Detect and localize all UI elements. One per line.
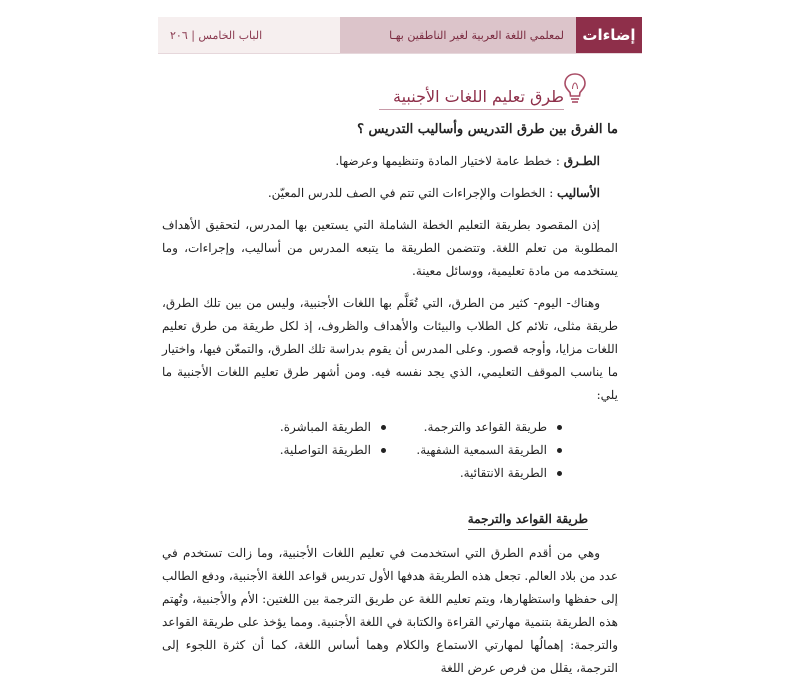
definition-text: الخطوات والإجراءات التي تتم في الصف للدرس المعيّن. bbox=[267, 186, 546, 200]
header-chapter-page: الباب الخامس | ٢٠٦ bbox=[158, 17, 340, 53]
page-header bbox=[158, 17, 642, 53]
subsection-title: طريقة القواعد والترجمة bbox=[468, 509, 588, 530]
list-item-label: الطريقة التواصلية. bbox=[279, 443, 371, 457]
definition-techniques bbox=[162, 182, 600, 205]
section-title: طرق تعليم اللغات الأجنبية bbox=[379, 87, 564, 110]
question-heading: ما الفرق بين طرق التدريس وأساليب التدريس ؟ bbox=[357, 122, 618, 137]
header-book-title: لمعلمي اللغة العربية لغير الناطقين بهـا bbox=[340, 17, 576, 53]
list-item bbox=[236, 439, 386, 462]
definition-text: خطط عامة لاختيار المادة وتنظيمها وعرضها. bbox=[335, 154, 553, 168]
definition-term: الطـرق bbox=[563, 154, 600, 168]
bullet-icon bbox=[381, 425, 386, 430]
paragraph: إذن المقصود بطريقة التعليم الخطة الشاملة التي يستعين بها المدرس، لتحقيق الأهداف المطلوبة من تعلم اللغة. وتتضمن الطريقة ما يتبعه المدرس من أساليب، وإجراءات، وما يستخدمه من مادة تعليمية، ووسائل معينة. bbox=[162, 218, 618, 278]
list-item bbox=[386, 462, 562, 485]
methods-list bbox=[162, 416, 562, 485]
list-item-label: طريقة القواعد والترجمة. bbox=[423, 420, 547, 434]
list-item-label: الطريقة الانتقائية. bbox=[459, 466, 547, 480]
paragraph: وهناك- اليوم- كثير من الطرق، التي تُعَلَّم بها اللغات الأجنبية، وليس من بين تلك الطرق، طريقة مثلى، تلائم كل الطلاب والبيئات والأهداف والظروف، إذ لكل طريقة من طرق تعليم اللغات مزايا، وأوجه قصور. وعلى المدرس أن يقوم بدراسة تلك الطرق، والتمعّن فيها، واختيار ما يناسب الموقف التعليمي، الذي يجد نفسه فيه. ومن أشهر طرق تعليم اللغات الأجنبية ما يلي: bbox=[162, 296, 618, 402]
lightbulb-icon bbox=[563, 72, 587, 106]
bullet-icon bbox=[557, 448, 562, 453]
header-tag: إضاءات bbox=[576, 17, 642, 53]
definition-methods bbox=[162, 150, 600, 173]
bullet-icon bbox=[381, 448, 386, 453]
bullet-icon bbox=[557, 471, 562, 476]
definition-separator: : bbox=[545, 186, 558, 200]
list-item bbox=[236, 416, 386, 439]
page-content bbox=[162, 118, 618, 680]
bullet-icon bbox=[557, 425, 562, 430]
list-item bbox=[386, 416, 562, 439]
subsection-paragraph: وهي من أقدم الطرق التي استخدمت في تعليم اللغات الأجنبية، وما زالت تستخدم في عدد من بلاد العالم. تجعل هذه الطريقة هدفها الأول تدريس قواعد اللغة الأجنبية، ودفع الطالب إلى حفظها واستظهارها، ويتم تعليم اللغة عن طريق الترجمة بين اللغتين: الأم والأجنبية، وتُهتم هذه الطريقة بتنمية مهارتي القراءة والكتابة في اللغة الأجنبية. ومما يؤخذ على طريقة القواعد والترجمة: إهمالُها لمهارتي الاستماع والكلام وهما أساس اللغة، كما أن كثرة اللجوء إلى الترجمة، يقلل من فرص عرض اللغة bbox=[162, 546, 618, 675]
list-item bbox=[386, 439, 562, 462]
definition-term: الأساليب bbox=[557, 186, 600, 200]
definition-separator: : bbox=[552, 154, 564, 168]
list-item-label: الطريقة المباشرة. bbox=[279, 420, 371, 434]
list-item-label: الطريقة السمعية الشفهية. bbox=[416, 443, 547, 457]
